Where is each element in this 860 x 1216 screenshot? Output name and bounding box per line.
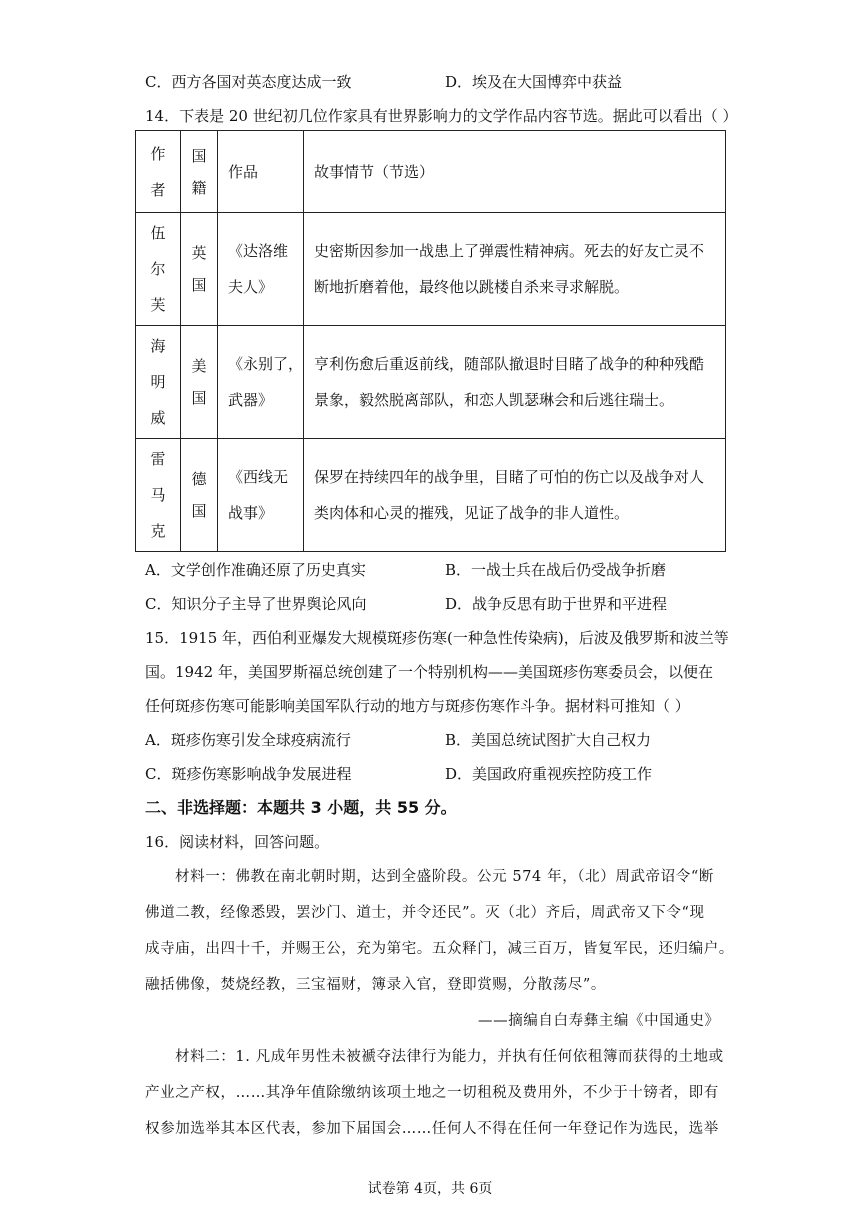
- q13-option-d[interactable]: D．埃及在大国博弈中获益: [445, 73, 623, 91]
- work-cell: [218, 213, 304, 326]
- header-nat-char-2: 籍: [191, 178, 207, 197]
- work-line-2: 夫人》: [228, 278, 274, 296]
- q15-option-b[interactable]: B．美国总统试图扩大自己权力: [445, 731, 652, 749]
- q15-stem-line-1: 15．1915 年，西伯利亚爆发大规模斑疹伤寒(一种急性传染病)，后波及俄罗斯和波兰等: [145, 629, 729, 647]
- plot-line-1: 保罗在持续四年的战争里，目睹了可怕的伤亡以及战争对人: [314, 468, 705, 486]
- plot-cell: [304, 326, 726, 439]
- nationality-de: 德 国: [191, 470, 207, 520]
- plot-line-1: 亨利伤愈后重返前线，随部队撤退时目睹了战争的种种残酷: [314, 355, 705, 373]
- q14-option-c[interactable]: C．知识分子主导了世界舆论风向: [145, 595, 367, 613]
- nationality-uk: 英 国: [191, 244, 207, 294]
- author-cell: [136, 439, 181, 552]
- material1-line-2: 佛道二教，经像悉毁，罢沙门、道士，并令还民”。灭（北）齐后，周武帝又下令“现: [145, 905, 705, 921]
- work-line-1: 《永别了，: [228, 355, 304, 373]
- table-row: [136, 213, 726, 326]
- work-line-2: 武器》: [228, 391, 274, 409]
- q13-option-c[interactable]: C．西方各国对英态度达成一致: [145, 73, 352, 91]
- material1-line-1: 材料一：佛教在南北朝时期，达到全盛阶段。公元 574 年，（北）周武帝诏令“断: [175, 869, 714, 885]
- q16-stem: 16．阅读材料，回答问题。: [145, 833, 330, 851]
- q14-table: [135, 130, 726, 552]
- plot-cell: [304, 213, 726, 326]
- section-2-title: 二、非选择题：本题共 3 小题，共 55 分。: [145, 798, 457, 817]
- header-nationality: [181, 131, 218, 213]
- page-footer: 试卷第 4页，共 6页: [367, 1181, 493, 1197]
- table-row: [136, 326, 726, 439]
- material1-source: ——摘编自白寿彝主编《中国通史》: [478, 1013, 720, 1029]
- author-cell: [136, 326, 181, 439]
- header-author-char-1: 作: [150, 144, 166, 163]
- work-line-1: 《达洛维: [228, 242, 289, 260]
- q15-option-a[interactable]: A．斑疹伤寒引发全球疫病流行: [145, 731, 351, 749]
- q15-stem-line-3: 任何斑疹伤寒可能影响美国军队行动的地方与斑疹伤寒作斗争。据材料可推知（ ）: [145, 697, 690, 715]
- header-plot: 故事情节（节选）: [304, 131, 726, 213]
- nationality-cell: [181, 439, 218, 552]
- header-work: 作品: [218, 131, 304, 213]
- q14-option-d[interactable]: D．战争反思有助于世界和平进程: [445, 595, 668, 613]
- material1-line-3: 成寺庙，出四十千，并赐王公，充为第宅。五众释门，减三百万，皆复军民，还归编户。: [145, 941, 734, 957]
- nationality-cell: [181, 213, 218, 326]
- plot-line-2: 类肉体和心灵的摧残，见证了战争的非人道性。: [314, 504, 630, 522]
- material2-line-3: 权参加选举其本区代表，参加下届国会……任何人不得在任何一年登记作为选民，选举: [145, 1121, 719, 1137]
- header-author-char-2: 者: [150, 180, 166, 199]
- q14-option-a[interactable]: A．文学创作准确还原了历史真实: [145, 561, 366, 579]
- q14-option-b[interactable]: B．一战士兵在战后仍受战争折磨: [445, 561, 667, 579]
- plot-line-2: 景象，毅然脱离部队，和恋人凯瑟琳会和后逃往瑞士。: [314, 391, 675, 409]
- material2-line-1: 材料二：1. 凡成年男性未被褫夺法律行为能力，并执有任何依租簿而获得的土地或: [175, 1049, 724, 1065]
- header-author: [136, 131, 181, 213]
- q15-option-c[interactable]: C．斑疹伤寒影响战争发展进程: [145, 765, 352, 783]
- material2-line-2: 产业之产权，……其净年值除缴纳该项土地之一切租税及费用外，不少于十镑者，即有: [145, 1085, 719, 1101]
- nationality-cell: [181, 326, 218, 439]
- material1-line-4: 融括佛像，焚烧经教，三宝福财，簿录入官，登即赏赐，分散荡尽”。: [145, 977, 607, 993]
- q15-option-d[interactable]: D．美国政府重视疾控防疫工作: [445, 765, 653, 783]
- work-line-1: 《西线无: [228, 468, 289, 486]
- table-header-row: [136, 131, 726, 213]
- author-woolf: 伍 尔 芙: [150, 224, 166, 314]
- work-cell: [218, 439, 304, 552]
- work-line-2: 战事》: [228, 504, 274, 522]
- header-nat-char-1: 国: [191, 146, 207, 165]
- author-cell: [136, 213, 181, 326]
- work-cell: [218, 326, 304, 439]
- q14-stem: 14．下表是 20 世纪初几位作家具有世界影响力的文学作品内容节选。据此可以看出（ ）: [145, 107, 738, 125]
- plot-cell: [304, 439, 726, 552]
- plot-line-1: 史密斯因参加一战患上了弹震性精神病。死去的好友亡灵不: [314, 242, 705, 260]
- table-row: [136, 439, 726, 552]
- nationality-us: 美 国: [191, 357, 207, 407]
- q15-stem-line-2: 国。1942 年，美国罗斯福总统创建了一个特别机构——美国斑疹伤寒委员会，以便在: [145, 663, 713, 681]
- author-remarque: 雷 马 克: [150, 450, 166, 540]
- author-hemingway: 海 明 威: [150, 337, 166, 427]
- plot-line-2: 断地折磨着他，最终他以跳楼自杀来寻求解脱。: [314, 278, 630, 296]
